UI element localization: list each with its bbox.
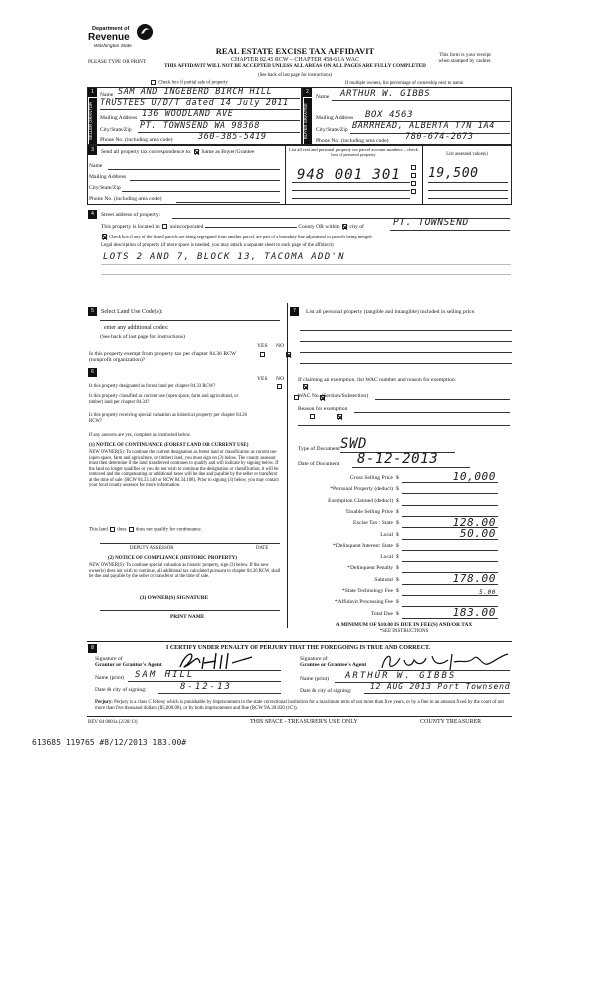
tax-corr-name-label: Name <box>89 163 103 169</box>
notice1-body: NEW OWNER(S): To continue the current designation as forest land or classification as current use (open space, farm and agriculture, or timber) land, you must sign on (3) below. The county assessor must then determine if the land transferred continues to qualify and will indicate by signing below. If the land no longer qualifies or you do not wish to continue the designation or classification, it will be removed and the compensating or additional taxes will be due and payable by the seller or transferor at the time of sale. (RCW 84.33.140 or RCW 84.34.108). Prior to signing (3) below, you may contact your local county assessor for more information. <box>89 450 279 489</box>
reason-line-2 <box>298 425 510 426</box>
personal-prop-line-3 <box>300 352 512 353</box>
forest-q3-no-checkbox[interactable] <box>337 414 342 419</box>
doc-type-value: SWD <box>340 436 368 452</box>
doc-type-label: Type of Document <box>298 446 340 452</box>
partial-sale-checkbox[interactable] <box>151 80 156 85</box>
buyer-phone-label: Phone No. (including area code) <box>316 138 389 144</box>
exempt-question: Is this property exempt from property tax per chapter 84.36 RCW (nonprofit organization)? <box>89 351 237 364</box>
grantee-date-line <box>364 693 510 694</box>
fee-row <box>298 526 498 541</box>
treasurer-use-label: THIS SPACE - TREASURER'S USE ONLY <box>250 719 358 725</box>
seller-vertical-label: SELLER GRANTOR <box>89 98 97 144</box>
fee-dollar-sign: $ <box>396 497 399 504</box>
continuance-row <box>89 527 202 533</box>
street-label: Street address of property: <box>101 212 161 218</box>
forest-yes: YES <box>257 376 268 382</box>
fee-label: Excise Tax : State <box>352 520 393 527</box>
city-of-value: PT. TOWNSEND <box>393 217 469 228</box>
land-use-see-back: (See back of last page for instructions) <box>100 334 185 340</box>
tax-corr-label-row <box>101 149 254 155</box>
partial-sale-label: Check box if partial sale of property <box>158 80 228 86</box>
land-does-checkbox[interactable] <box>110 527 115 532</box>
personal-prop-checkbox-4[interactable] <box>411 189 416 194</box>
tax-account-line-3 <box>292 198 410 199</box>
fee-dollar-sign: $ <box>396 531 399 538</box>
fee-value: 10,000 <box>452 470 496 484</box>
city-of-line <box>390 230 510 231</box>
fee-dollar-sign: $ <box>396 599 399 606</box>
same-as-buyer-checkbox[interactable] <box>194 149 199 154</box>
tax-account-line-2 <box>292 190 410 191</box>
land-use-select-label: Select Land Use Code(s): <box>101 309 163 315</box>
tax-accounts-divider <box>285 145 286 205</box>
personal-prop-line-2 <box>300 341 512 342</box>
wac-line <box>375 399 510 400</box>
fee-label: *Affidavit Processing Fee <box>334 599 393 606</box>
fee-value: 178.00 <box>452 572 496 586</box>
section-8-badge: 8 <box>88 644 97 653</box>
multiple-owners-note: If multiple owners, list percentage of ownership next to name. <box>345 81 465 86</box>
same-as-buyer-label: Same as Buyer/Grantee <box>201 149 255 155</box>
fee-label: *Delinquent Penalty <box>347 565 393 572</box>
fee-label: *Delinquent Interest: State <box>333 542 393 549</box>
fee-label: *State Technology Fee <box>341 588 393 594</box>
form-warning: THIS AFFIDAVIT WILL NOT BE ACCEPTED UNLESS ALL AREAS ON ALL PAGES ARE FULLY COMPLETED <box>164 63 426 69</box>
tax-corr-label: Send all property tax correspondence to: <box>101 149 192 155</box>
deputy-date-label: DATE <box>256 546 269 551</box>
section-7-badge: 7 <box>290 307 299 316</box>
doc-date-line <box>352 467 470 468</box>
form-title: REAL ESTATE EXCISE TAX AFFIDAVIT <box>215 46 375 56</box>
legal-line-2 <box>101 274 511 275</box>
buyer-vertical-label: BUYER GRANTEE <box>304 98 312 144</box>
qualify-label: qualify for continuance. <box>153 527 202 533</box>
grantee-sig-label-2: Grantee or Grantee's Agent <box>300 662 367 669</box>
section-3-badge: 3 <box>88 146 97 155</box>
dept-logo <box>88 22 168 58</box>
dept-line1: Department of <box>92 26 130 32</box>
forest-q2: Is this property classified as current use (open space, farm and agricultural, or timber) land per chapter 84.34? <box>89 394 239 405</box>
personal-property-checkboxes <box>410 165 418 194</box>
reason-line-1 <box>354 412 510 413</box>
located-in-label: This property is located in <box>101 224 160 230</box>
county-treasurer-label: COUNTY TREASURER <box>420 719 482 725</box>
dept-line2: Revenue <box>88 32 130 43</box>
doc-date-label: Date of Document <box>298 461 340 467</box>
fee-value: 50.00 <box>459 526 496 540</box>
buyer-city-value: BARRHEAD, ALBERTA T7N 1A4 <box>352 121 495 131</box>
buyer-city-label: City/State/Zip <box>316 127 348 133</box>
fee-dollar-sign: $ <box>396 486 399 493</box>
land-use-enter-codes: enter any additional codes: <box>104 325 169 331</box>
grantor-sig-label-1: Signature of <box>95 656 123 662</box>
rev-number: REV 84 0001a (2/28/13) <box>88 720 138 725</box>
land-does-not-checkbox[interactable] <box>129 527 134 532</box>
fee-label: Exemption Claimed (deduct) <box>328 497 393 504</box>
this-land-label: This land <box>89 527 108 533</box>
grantee-sig-label <box>300 656 366 669</box>
city-of-label: city of <box>349 224 364 230</box>
grantor-sig-label-2: Grantor or Grantor's Agent <box>95 662 162 669</box>
fee-dollar-sign: $ <box>396 576 399 583</box>
seller-mailing-value: 136 WOODLAND AVE <box>142 109 234 119</box>
notice2-body: NEW OWNER(S): To continue special valuation as historic property, sign (3) below. If the new owner(s) does not wish to continue, all additional tax calculated pursuant to chapter 84.26 RCW, shall be due and payable by the seller or transferor at the time of sale. <box>89 563 281 580</box>
forest-no: NO <box>276 376 285 382</box>
fee-value: 5.00 <box>479 589 496 597</box>
fee-row <box>298 605 498 620</box>
unincorporated-label: unincorporated <box>169 224 204 230</box>
fee-dollar-sign: $ <box>396 554 399 561</box>
partial-sale-row <box>150 80 228 86</box>
tax-assessed-line-3 <box>428 198 508 199</box>
seller-name-value-1: SAM AND INGEBERD BIRCH HILL <box>118 87 273 97</box>
tax-corr-city-line <box>122 191 280 192</box>
fee-row <box>298 485 498 495</box>
fee-value: 183.00 <box>452 605 496 619</box>
exempt-no-checkbox[interactable] <box>286 352 291 357</box>
tax-assessed-divider <box>422 145 423 205</box>
fee-row <box>298 572 498 586</box>
fee-dollar-sign: $ <box>396 588 399 594</box>
reason-label: Reason for exemption <box>298 406 348 412</box>
tax-corr-name-line <box>108 169 280 170</box>
tax-corr-mailing-label: Mailing Address <box>89 174 127 180</box>
personal-prop-line-4 <box>300 363 512 364</box>
forest-q1-yes-checkbox[interactable] <box>277 384 282 389</box>
treasurer-stamp: 613685 119765 #8/12/2013 183.00# <box>32 738 187 747</box>
seller-city-label: City/State/Zip <box>100 127 132 133</box>
exempt-yes-checkbox[interactable] <box>260 352 265 357</box>
perjury-text: Perjury is a class C felony which is punishable by imprisonment in the state correctional institution for a maximum term of not more than five years, or by a fine in an amount fixed by the court of not more than five thousand dollars ($5,000.00), or by both imprisonment and fine (RCW 9A.20.020 (1C)). <box>95 700 504 711</box>
tax-corr-phone-line <box>176 202 280 203</box>
seller-name-value-2: TRUSTEES U/D/T dated 14 July 2011 <box>100 98 289 108</box>
exemption-claim-label: If claiming an exemption, list WAC number and reason for exemption: <box>298 377 457 383</box>
owner-sig-label: (3) OWNER(S) SIGNATURE <box>140 595 209 601</box>
seller-phone-value: 360-385-5419 <box>198 132 267 142</box>
tax-corr-phone-label: Phone No. (including area code) <box>89 196 162 202</box>
receipt-note <box>420 53 510 65</box>
fee-label: Total Due <box>370 610 393 617</box>
forest-q1-no-checkbox[interactable] <box>303 384 308 389</box>
fee-row <box>298 470 498 484</box>
fee-label: Gross Selling Price <box>349 475 393 481</box>
fee-label: *Personal Property (deduct) <box>330 486 393 493</box>
personal-prop-checkbox-2[interactable] <box>411 173 416 178</box>
segregated-label: Check box if any of the listed parcels are being segregated from another parcel, are part of a boundary line adjustment or parcels being merged. <box>109 234 373 239</box>
fee-label: Taxable Selling Price <box>345 508 393 515</box>
perjury-bold: Perjury: <box>95 700 113 705</box>
located-row <box>101 224 364 230</box>
deputy-line <box>100 543 280 544</box>
section-1-badge: 1 <box>88 88 97 97</box>
land-does-label: does <box>117 527 127 533</box>
fee-label: Subtotal <box>374 576 393 583</box>
segregated-row <box>101 234 511 239</box>
personal-prop-checkbox-1[interactable] <box>411 165 416 170</box>
doc-date-value: 8-12-2013 <box>357 451 439 467</box>
please-type: PLEASE TYPE OR PRINT <box>88 59 146 65</box>
print-name-label: PRINT NAME <box>170 614 205 620</box>
fee-dollar-sign: $ <box>396 520 399 527</box>
forest-q1: Is this property designated as forest land per chapter 84.33 RCW? <box>89 384 216 389</box>
fee-dollar-sign: $ <box>396 565 399 572</box>
minimum-fee-note: A MINIMUM OF $10.00 IS DUE IN FEE(S) AND/OR TAX <box>335 622 473 628</box>
land-use-line <box>100 320 280 321</box>
segregated-checkbox[interactable] <box>102 234 107 239</box>
legal-value: LOTS 2 AND 7, BLOCK 13, TACOMA ADD'N <box>103 252 345 262</box>
grantee-date-label: Date & city of signing: <box>300 688 352 694</box>
tax-assessed-line-1 <box>428 182 508 183</box>
buyer-phone-value: 780-674-2673 <box>405 132 474 142</box>
buyer-name-line <box>332 100 510 101</box>
grantor-name-label: Name (print) <box>95 675 125 681</box>
fee-dollar-sign: $ <box>396 542 399 549</box>
buyer-mailing-label: Mailing Address <box>316 115 354 121</box>
revenue-swirl-icon <box>136 22 154 42</box>
forest-q3-yes-checkbox[interactable] <box>310 414 315 419</box>
seller-city-value: PT. TOWNSEND WA 98368 <box>140 121 261 131</box>
unincorporated-checkbox[interactable] <box>162 224 167 229</box>
fee-dollar-sign: $ <box>396 610 399 617</box>
fee-dollar-sign: $ <box>396 508 399 515</box>
receipt-note-2: when stamped by cashier. <box>438 57 492 64</box>
grantor-date-line <box>158 693 281 694</box>
deputy-label: DEPUTY ASSESSOR <box>130 546 174 551</box>
seller-name-label: Name <box>100 92 114 98</box>
grantor-date-label: Date & city of signing: <box>95 687 147 693</box>
personal-prop-line-1 <box>300 330 512 331</box>
fee-value: 128.00 <box>452 515 496 529</box>
section-5-badge: 5 <box>88 307 97 316</box>
notice2-title: (2) NOTICE OF COMPLIANCE (HISTORIC PROPERTY) <box>108 556 237 561</box>
tax-account-line-1 <box>292 182 410 183</box>
seller-phone-label: Phone No. (including area code) <box>100 137 173 143</box>
personal-prop-label: List all personal property (tangible and intangible) included in selling price. <box>306 309 476 315</box>
land-use-yes: YES <box>257 343 268 349</box>
tax-accounts-header: List all real and personal property tax parcel account numbers – check box if personal property <box>289 147 418 158</box>
wac-label: WAC No. (Section/Subsection) <box>298 393 369 399</box>
personal-prop-checkbox-3[interactable] <box>411 181 416 186</box>
seller-mailing-label: Mailing Address <box>100 115 138 121</box>
tax-corr-city-label: City/State/Zip <box>89 185 121 191</box>
owner-sig-line <box>100 610 280 611</box>
certify-statement: I CERTIFY UNDER PENALTY OF PERJURY THAT THE FOREGOING IS TRUE AND CORRECT. <box>166 645 431 651</box>
section-8-rule <box>87 641 512 642</box>
buyer-mailing-value: BOX 4563 <box>365 110 414 120</box>
county-or-label: County OR <box>298 224 324 230</box>
within-city-checkbox[interactable] <box>342 224 347 229</box>
buyer-name-label: Name <box>316 94 330 100</box>
tax-assessed-value: 19,500 <box>428 166 479 181</box>
land-use-no: NO <box>276 343 285 349</box>
form-see-back: (See back of last page for instructions) <box>257 73 333 78</box>
footer-rule <box>87 716 512 717</box>
perjury-notice <box>95 700 515 712</box>
section-6-badge: 6 <box>88 368 97 377</box>
grantee-name-value: ARTHUR W. GIBBS <box>345 671 457 681</box>
notice1-title: (1) NOTICE OF CONTINUANCE (FOREST LAND OR CURRENT USE) <box>89 443 249 448</box>
buyer-name-value: ARTHUR W. GIBBS <box>340 89 431 99</box>
fee-line <box>402 561 498 562</box>
fee-line <box>402 505 498 506</box>
fee-row <box>298 497 498 507</box>
grantee-sig-label-1: Signature of <box>300 656 328 662</box>
grantor-sig-label <box>95 656 162 669</box>
grantor-date-value: 8-12-13 <box>180 682 232 692</box>
fee-label: Local <box>380 531 393 538</box>
fee-row <box>298 587 498 597</box>
fee-dollar-sign: $ <box>396 475 399 481</box>
fee-line <box>402 493 498 494</box>
fee-line <box>402 550 498 551</box>
grantor-name-value: SAM HILL <box>135 670 195 680</box>
legal-label: Legal description of property (if more space is needed, you may attach a separate sheet to each page of the affidavit) <box>101 243 334 248</box>
form-chapter: CHAPTER 82.45 RCW – CHAPTER 458-61A WAC <box>231 57 359 63</box>
legal-line-1 <box>101 264 511 265</box>
forest-if-yes: If any answers are yes, complete as instructed below. <box>89 433 191 438</box>
fee-row <box>298 542 498 552</box>
dept-line3: Washington State <box>94 44 132 49</box>
grantee-date-value: 12 AUG 2013 Port Townsend <box>370 682 511 691</box>
grantee-name-label: Name (print) <box>300 676 330 682</box>
forest-q3: Is this property receiving special valuation as historical property per chapter 84.26 RCW? <box>89 413 247 424</box>
fee-row <box>298 553 498 563</box>
tax-assessed-header: List assessed value(s) <box>446 152 488 157</box>
within-label: within <box>325 224 340 230</box>
tax-corr-mailing-line <box>130 180 280 181</box>
receipt-note-1: This form is your receipt <box>439 52 491 58</box>
section-4-badge: 4 <box>88 210 97 219</box>
section-2-badge: 2 <box>303 88 312 97</box>
land-does-not-label: does not <box>135 527 153 533</box>
tax-account-value: 948 001 301 <box>297 167 401 183</box>
fee-label: Local <box>380 554 393 561</box>
tax-assessed-line-2 <box>428 190 508 191</box>
see-instructions-note: *SEE INSTRUCTIONS <box>379 629 429 634</box>
